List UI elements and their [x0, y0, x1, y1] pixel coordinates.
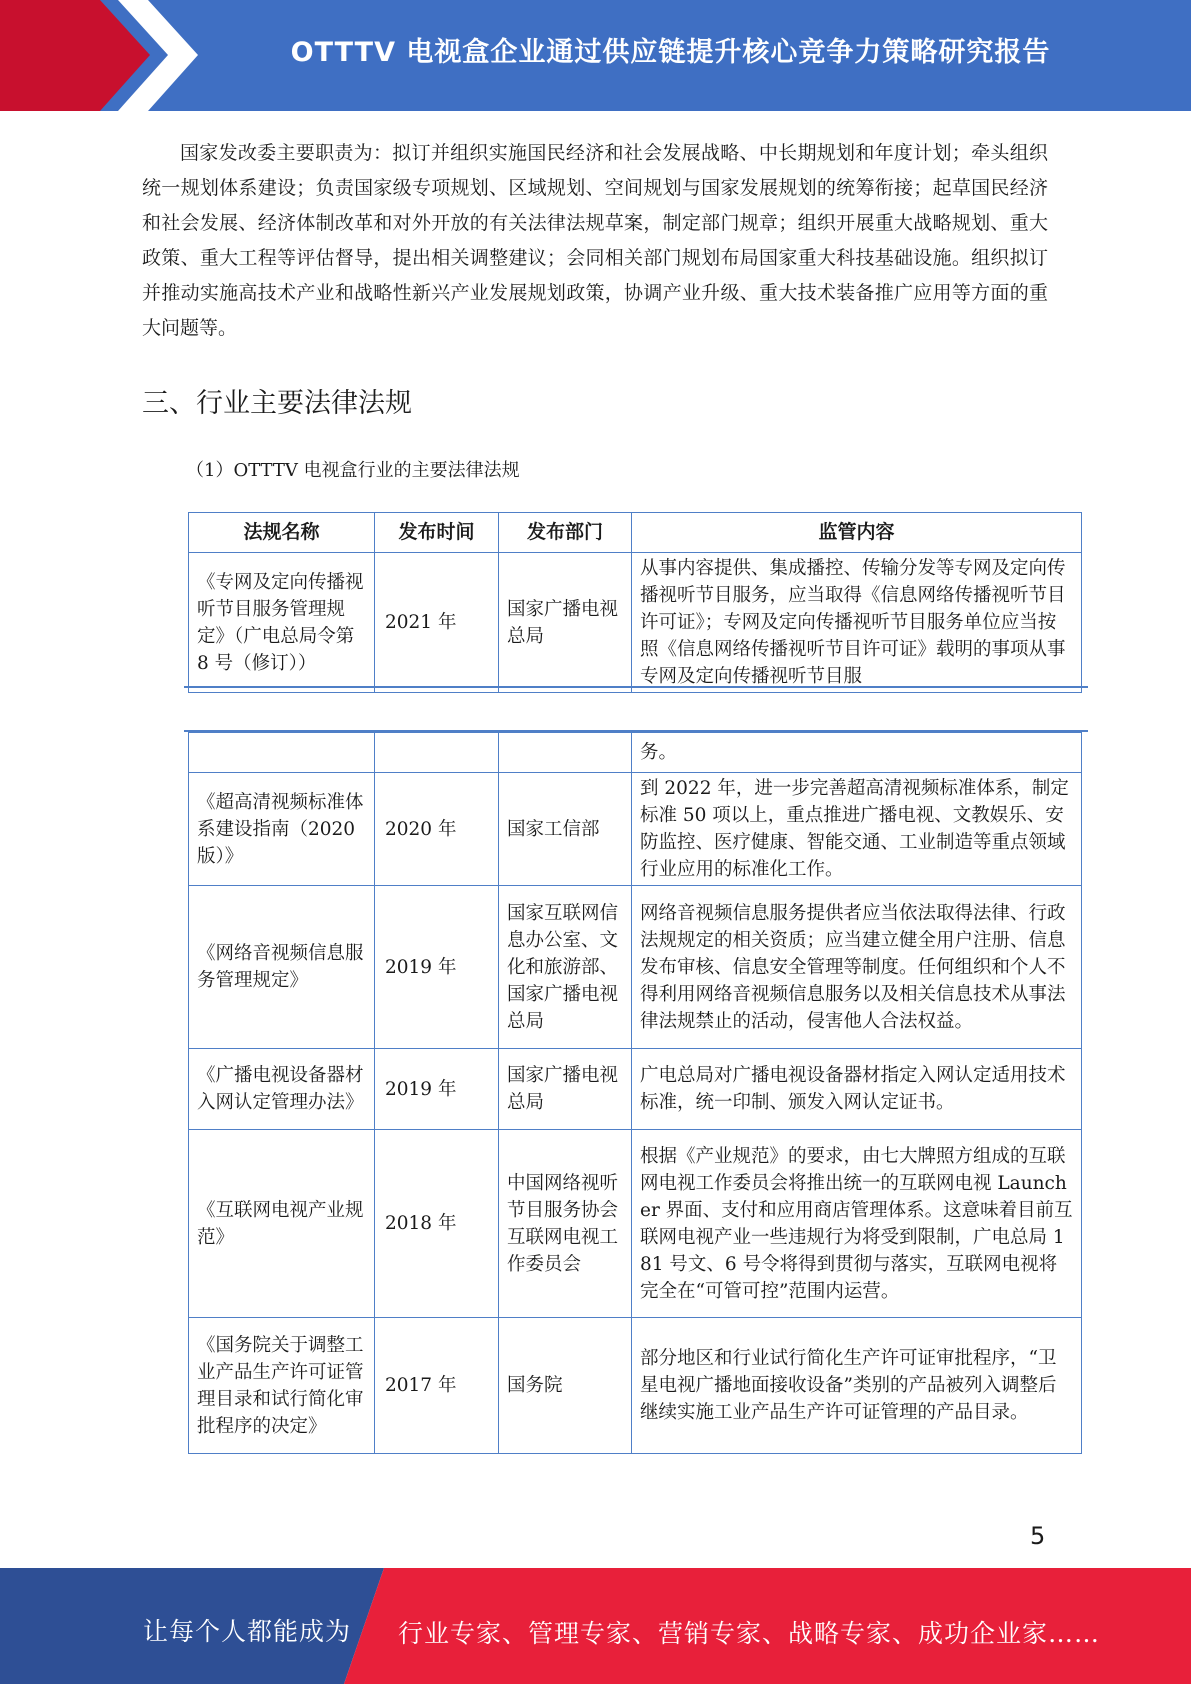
table-row — [189, 733, 1082, 773]
footer-lead-text: 让每个人都能成为 — [143, 1617, 352, 1646]
regulation-name: 《国务院关于调整工业产品生产许可证管理目录和试行简化审批程序的决定》 — [189, 1318, 375, 1454]
issuing-department: 中国网络视听节目服务协会互联网电视工作委员会 — [499, 1130, 632, 1318]
regulatory-content: 部分地区和行业试行简化生产许可证审批程序，“卫星电视广播地面接收设备”类别的产品被列入调整后继续实施工业产品生产许可证管理的产品目录。 — [632, 1318, 1082, 1454]
regulatory-content: 到 2022 年，进一步完善超高清视频标准体系，制定标准 50 项以上，重点推进广播电视、文教娱乐、安防监控、医疗健康、智能交通、工业制造等重点领域行业应用的标准化工作。 — [632, 773, 1082, 886]
regulation-name: 《网络音视频信息服务管理规定》 — [189, 886, 375, 1049]
publish-date: 2021 年 — [375, 553, 499, 693]
header-name: 法规名称 — [189, 513, 375, 553]
header-content: 监管内容 — [632, 513, 1082, 553]
regulatory-content: 根据《产业规范》的要求，由七大牌照方组成的互联网电视工作委员会将推出统一的互联网电视 Launcher 界面、支付和应用商店管理体系。这意味着目前互联网电视产业一些违规行为将受到限制，广电总局 181 号文、6 号令将得到贯彻与落实，互联网电视将完全在“可管可控”范围内运营。 — [632, 1130, 1082, 1318]
table-header-row — [189, 513, 1082, 553]
issuing-department: 国家互联网信息办公室、文化和旅游部、国家广播电视总局 — [499, 886, 632, 1049]
issuing-department — [499, 733, 632, 773]
footer-banner — [0, 1568, 1191, 1684]
publish-date: 2020 年 — [375, 773, 499, 886]
table-row — [189, 773, 1082, 886]
table-row — [189, 1049, 1082, 1130]
publish-date — [375, 733, 499, 773]
table-row — [189, 553, 1082, 693]
issuing-department: 国务院 — [499, 1318, 632, 1454]
publish-date: 2019 年 — [375, 886, 499, 1049]
section-heading: 三、行业主要法律法规 — [142, 388, 412, 419]
table-caption: （1）OTTTV 电视盒行业的主要法律法规 — [186, 460, 520, 481]
header-banner — [0, 0, 1191, 111]
publish-date: 2017 年 — [375, 1318, 499, 1454]
regulatory-content: 网络音视频信息服务提供者应当依法取得法律、行政法规规定的相关资质；应当建立健全用户注册、信息发布审核、信息安全管理等制度。任何组织和个人不得利用网络音视频信息服务以及相关信息技术从事法律法规禁止的活动，侵害他人合法权益。 — [632, 886, 1082, 1049]
publish-date: 2018 年 — [375, 1130, 499, 1318]
footer-tagline: 行业专家、管理专家、营销专家、战略专家、成功企业家…… — [398, 1619, 1101, 1648]
regulation-name: 《超高清视频标准体系建设指南（2020 版）》 — [189, 773, 375, 886]
regulation-name: 《广播电视设备器材入网认定管理办法》 — [189, 1049, 375, 1130]
regulation-name — [189, 733, 375, 773]
publish-date: 2019 年 — [375, 1049, 499, 1130]
issuing-department: 国家工信部 — [499, 773, 632, 886]
regulation-name: 《互联网电视产业规范》 — [189, 1130, 375, 1318]
header-date: 发布时间 — [375, 513, 499, 553]
regulatory-content: 务。 — [632, 733, 1082, 773]
issuing-department: 国家广播电视总局 — [499, 1049, 632, 1130]
regulations-table-part-2 — [188, 732, 1082, 1454]
report-title: OTTTV 电视盒企业通过供应链提升核心竞争力策略研究报告 — [290, 37, 1051, 68]
regulatory-content: 广电总局对广播电视设备器材指定入网认定适用技术标准，统一印制、颁发入网认定证书。 — [632, 1049, 1082, 1130]
table-row — [189, 1130, 1082, 1318]
table-row — [189, 1318, 1082, 1454]
intro-paragraph: 国家发改委主要职责为：拟订并组织实施国民经济和社会发展战略、中长期规划和年度计划；牵头组织统一规划体系建设；负责国家级专项规划、区域规划、空间规划与国家发展规划的统筹衔接；起草国民经济和社会发展、经济体制改革和对外开放的有关法律法规草案，制定部门规章；组织开展重大战略规划、重大政策、重大工程等评估督导，提出相关调整建议；会同相关部门规划布局国家重大科技基础设施。组织拟订并推动实施高技术产业和战略性新兴产业发展规划政策，协调产业升级、重大技术装备推广应用等方面的重大问题等。 — [142, 142, 1048, 339]
regulations-table-part-1 — [188, 512, 1082, 693]
table-break-line — [184, 686, 1088, 688]
regulatory-content: 从事内容提供、集成播控、传输分发等专网及定向传播视听节目服务，应当取得《信息网络传播视听节目许可证》；专网及定向传播视听节目服务单位应当按照《信息网络传播视听节目许可证》载明的事项从事专网及定向传播视听节目服 — [632, 553, 1082, 693]
header-department: 发布部门 — [499, 513, 632, 553]
table-row — [189, 886, 1082, 1049]
page-number: 5 — [1030, 1522, 1046, 1550]
issuing-department: 国家广播电视总局 — [499, 553, 632, 693]
regulation-name: 《专网及定向传播视听节目服务管理规定》（广电总局令第 8 号（修订）） — [189, 553, 375, 693]
